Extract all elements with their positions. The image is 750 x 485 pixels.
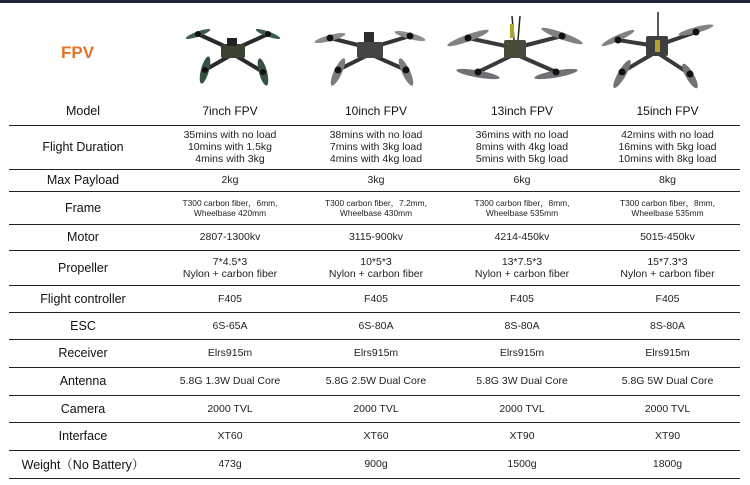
spec-cell	[157, 312, 303, 339]
row-label: Receiver	[9, 339, 157, 367]
spec-cell-line: 8S-80A	[649, 319, 686, 332]
spec-cell-line: 6S-80A	[358, 319, 394, 332]
spec-cell-line: 8kg	[659, 174, 676, 186]
spec-cell-line: 7*4.5*3	[212, 255, 248, 268]
spec-row	[9, 395, 740, 422]
row-label: Interface	[9, 422, 157, 450]
spec-cell-line: F405	[655, 292, 680, 305]
drone-10inch-image	[310, 18, 430, 90]
spec-cell-line: 5.8G 5W Dual Core	[621, 375, 714, 387]
spec-row	[9, 224, 740, 250]
spec-cell-line: 1500g	[507, 458, 537, 470]
spec-cell-line: 2000 TVL	[207, 402, 253, 415]
spec-cell	[595, 285, 740, 312]
spec-cell-line: XT60	[363, 430, 389, 442]
spec-cell-line: Nylon + carbon fiber	[474, 267, 570, 280]
spec-table-body	[9, 97, 740, 478]
spec-cell	[157, 250, 303, 285]
spec-cell-line: XT90	[654, 430, 681, 442]
row-label: Flight Duration	[9, 125, 157, 169]
spec-cell-line: F405	[364, 292, 388, 305]
spec-cell	[595, 395, 740, 422]
spec-cell-line: 38mins with no load	[329, 129, 423, 141]
spec-row	[9, 125, 740, 169]
spec-cell	[595, 169, 740, 191]
spec-cell	[157, 224, 303, 250]
spec-cell-line: 2000 TVL	[353, 402, 399, 415]
spec-cell	[449, 250, 595, 285]
spec-cell-line: Elrs915m	[353, 347, 399, 359]
spec-cell-line: Wheelbase 535mm	[485, 207, 559, 218]
spec-row	[9, 285, 740, 312]
spec-cell-line: Elrs915m	[207, 347, 253, 359]
spec-cell-line: 10*5*3	[360, 255, 392, 268]
row-label: Motor	[9, 224, 157, 250]
spec-cell	[595, 224, 740, 250]
spec-row	[9, 169, 740, 191]
spec-cell-line: Nylon + carbon fiber	[328, 267, 424, 280]
drone-13inch-image	[440, 14, 590, 90]
spec-cell-line: 16mins with 5kg load	[618, 141, 717, 153]
spec-row	[9, 191, 740, 224]
spec-cell	[157, 339, 303, 367]
spec-cell	[449, 367, 595, 395]
spec-cell-line: F405	[218, 292, 242, 305]
spec-cell-line: 2000 TVL	[499, 402, 545, 415]
spec-cell	[449, 125, 595, 169]
spec-row	[9, 312, 740, 339]
row-label: Flight controller	[9, 285, 157, 312]
spec-cell-line: 8mins with 4kg load	[475, 141, 569, 153]
spec-cell-line: 15*7.3*3	[647, 255, 688, 268]
spec-row	[9, 250, 740, 285]
spec-cell	[303, 395, 449, 422]
column-header: 7inch FPV	[157, 97, 303, 125]
spec-cell-line: 2000 TVL	[644, 402, 691, 415]
spec-cell	[157, 395, 303, 422]
spec-cell	[595, 422, 740, 450]
spec-cell	[595, 367, 740, 395]
spec-cell	[595, 250, 740, 285]
spec-cell-line: 4214-450kv	[494, 231, 550, 243]
spec-row	[9, 422, 740, 450]
spec-cell-line: 7mins with 3kg load	[329, 141, 423, 153]
model-header: Model	[9, 97, 157, 125]
spec-cell-line: 8S-80A	[504, 319, 540, 332]
spec-cell	[303, 191, 449, 224]
spec-cell-line: 3115-900kv	[348, 231, 404, 243]
spec-cell-line: Elrs915m	[499, 347, 545, 359]
spec-cell	[595, 191, 740, 224]
spec-cell-line: 2kg	[221, 174, 239, 186]
spec-cell	[303, 422, 449, 450]
spec-cell	[157, 285, 303, 312]
spec-cell	[449, 285, 595, 312]
spec-cell-line: XT90	[509, 430, 535, 442]
spec-cell-line: F405	[510, 292, 534, 305]
spec-cell-line: 6kg	[513, 174, 531, 186]
spec-row	[9, 450, 740, 478]
spec-cell	[303, 224, 449, 250]
row-label: Propeller	[9, 250, 157, 285]
spec-cell	[595, 450, 740, 478]
spec-cell-line: T300 carbon fiber，7.2mm,	[325, 197, 427, 208]
spec-cell	[157, 367, 303, 395]
spec-cell	[595, 339, 740, 367]
spec-row	[9, 339, 740, 367]
spec-cell	[449, 169, 595, 191]
row-label: Frame	[9, 191, 157, 224]
column-header: 13inch FPV	[449, 97, 595, 125]
row-label: Antenna	[9, 367, 157, 395]
spec-cell-line: Wheelbase 420mm	[193, 207, 267, 218]
spec-cell-line: 4mins with 3kg	[195, 153, 265, 165]
spec-cell-line: 2807-1300kv	[199, 231, 261, 243]
spec-cell-line: 3kg	[367, 174, 385, 186]
spec-cell-line: 5015-450kv	[640, 231, 695, 243]
spec-cell-line: T300 carbon fiber，8mm,	[620, 197, 715, 208]
spec-cell-line: Elrs915m	[645, 347, 690, 359]
spec-cell-line: XT60	[217, 430, 243, 442]
header-row	[9, 97, 740, 125]
spec-cell	[157, 422, 303, 450]
spec-cell-line: 10mins with 1.5kg	[187, 141, 273, 153]
spec-cell	[303, 125, 449, 169]
spec-cell-line: 1800g	[652, 458, 683, 470]
drone-7inch-image	[183, 20, 283, 88]
spec-cell	[303, 169, 449, 191]
spec-cell-line: 5.8G 1.3W Dual Core	[179, 375, 281, 387]
spec-cell-line: Nylon + carbon fiber	[182, 267, 278, 280]
spec-cell	[449, 422, 595, 450]
column-header: 15inch FPV	[595, 97, 740, 125]
spec-cell-line: 35mins with no load	[183, 129, 277, 141]
spec-table	[9, 97, 740, 479]
row-label: Camera	[9, 395, 157, 422]
spec-cell-line: 4mins with 4kg load	[329, 153, 423, 165]
spec-cell	[449, 191, 595, 224]
spec-cell-line: 36mins with no load	[475, 129, 569, 141]
spec-cell-line: 42mins with no load	[621, 129, 714, 141]
spec-cell	[157, 125, 303, 169]
spec-cell	[595, 125, 740, 169]
spec-cell	[303, 450, 449, 478]
row-label: Weight（No Battery）	[9, 450, 157, 478]
spec-cell-line: Wheelbase 535mm	[631, 207, 704, 218]
spec-cell	[303, 339, 449, 367]
brand-title: FPV	[61, 43, 95, 62]
drone-15inch-image	[592, 10, 717, 90]
spec-cell-line: 900g	[364, 458, 388, 470]
spec-cell	[157, 191, 303, 224]
spec-cell	[303, 250, 449, 285]
spec-cell	[157, 450, 303, 478]
spec-cell-line: 10mins with 8kg load	[618, 153, 717, 165]
spec-cell-line: 473g	[218, 458, 242, 470]
top-border	[0, 0, 750, 3]
spec-cell-line: 13*7.5*3	[501, 255, 543, 268]
spec-cell	[303, 312, 449, 339]
spec-row	[9, 367, 740, 395]
column-header: 10inch FPV	[303, 97, 449, 125]
spec-cell	[595, 312, 740, 339]
spec-cell	[449, 339, 595, 367]
spec-cell	[303, 285, 449, 312]
spec-cell-line: T300 carbon fiber，8mm,	[474, 197, 570, 208]
row-label: Max Payload	[9, 169, 157, 191]
spec-cell-line: T300 carbon fiber，6mm,	[182, 197, 278, 208]
spec-cell-line: 5.8G 3W Dual Core	[476, 375, 568, 387]
spec-cell	[157, 169, 303, 191]
spec-cell-line: 5mins with 5kg load	[475, 153, 569, 165]
spec-cell-line: 6S-65A	[212, 319, 248, 332]
row-label: ESC	[9, 312, 157, 339]
spec-cell	[449, 312, 595, 339]
spec-cell-line: Wheelbase 430mm	[339, 207, 413, 218]
spec-cell	[449, 224, 595, 250]
spec-cell	[303, 367, 449, 395]
spec-cell	[449, 395, 595, 422]
spec-cell-line: 5.8G 2.5W Dual Core	[325, 375, 427, 387]
spec-cell	[449, 450, 595, 478]
spec-cell-line: Nylon + carbon fiber	[620, 267, 715, 280]
